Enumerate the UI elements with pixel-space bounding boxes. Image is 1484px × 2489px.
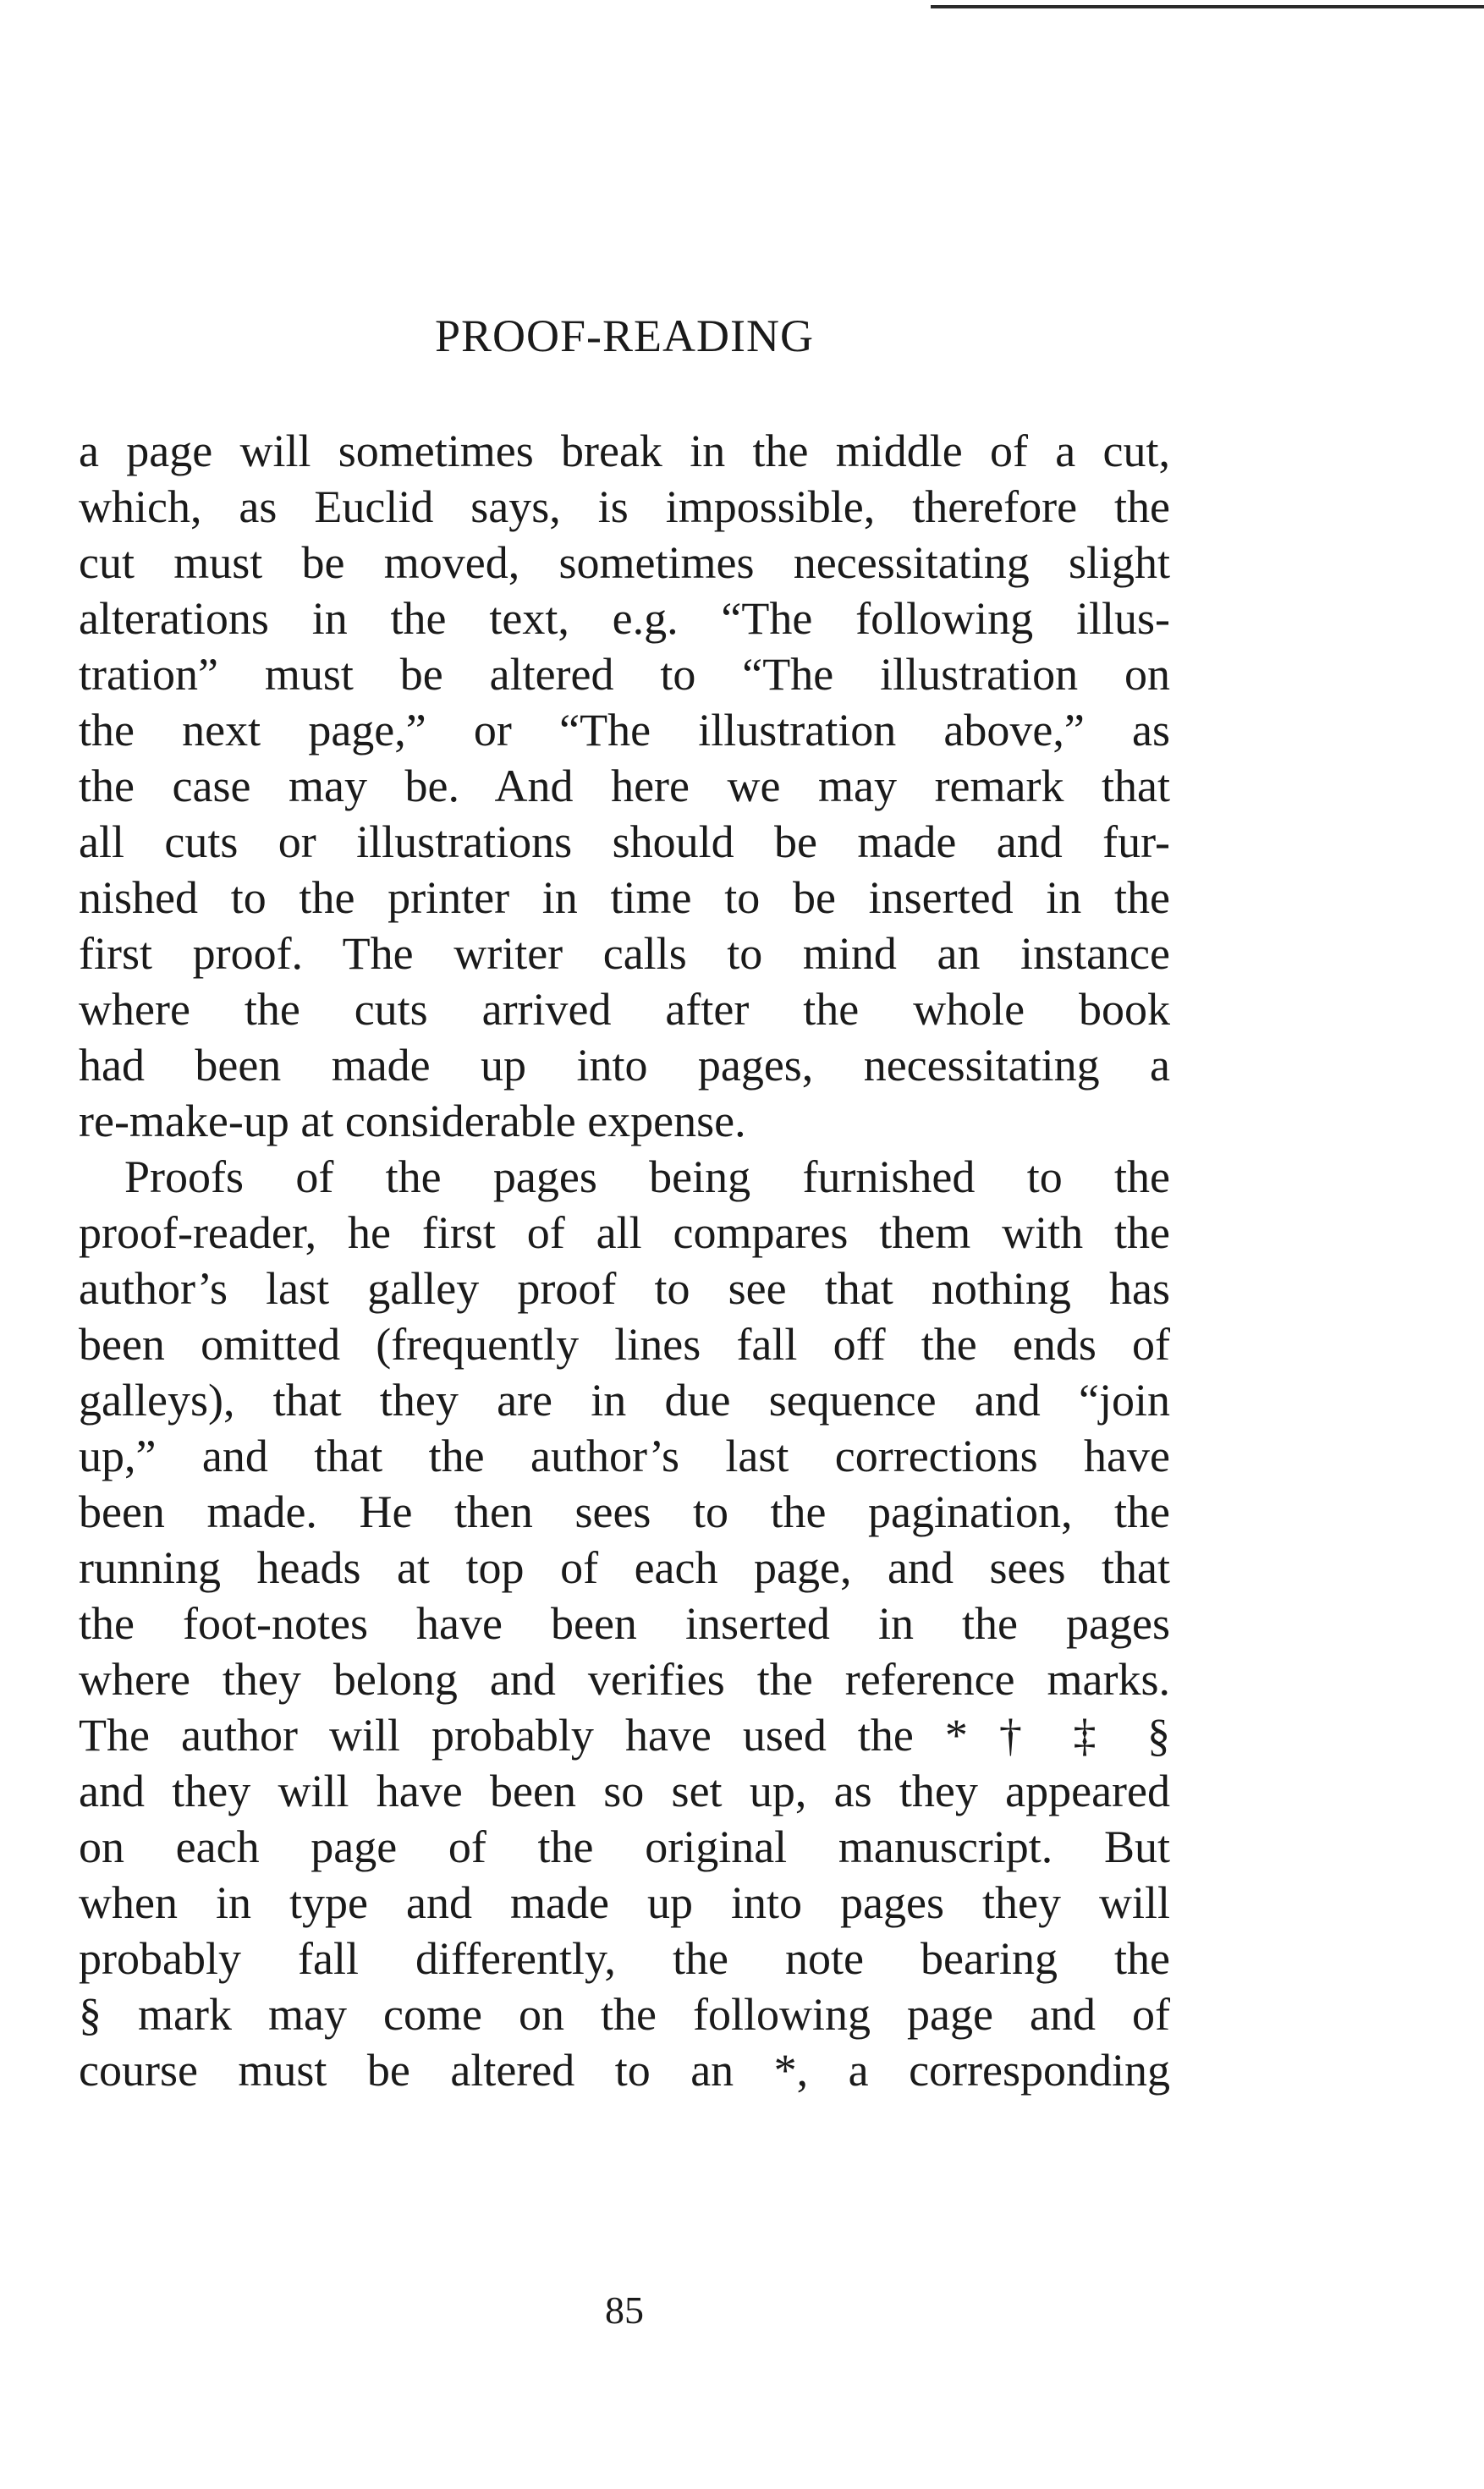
text-line: Proofs of the pages being furnished to the (124, 1151, 1170, 1202)
running-head: PROOF-READING (434, 310, 815, 361)
text-line: course must be altered to an *, a corresponding (79, 2045, 1170, 2096)
text-line: tration” must be altered to “The illustration on (79, 649, 1170, 700)
text-line: all cuts or illustrations should be made and fur- (79, 816, 1170, 867)
text-line: on each page of the original manuscript. But (79, 1821, 1170, 1872)
text-line: nished to the printer in time to be inserted in the (79, 872, 1170, 923)
page-number: 85 (605, 2288, 644, 2332)
text-line: author’s last galley proof to see that nothing has (79, 1263, 1170, 1314)
text-line: galleys), that they are in due sequence and “join (79, 1375, 1170, 1426)
paragraph-2 (79, 1149, 1170, 2098)
text-line: running heads at top of each page, and sees that (79, 1542, 1170, 1593)
text-line: and they will have been so set up, as they appeared (79, 1766, 1170, 1816)
text-line: re-make-up at considerable expense. (79, 1096, 746, 1146)
text-line: up,” and that the author’s last corrections have (79, 1431, 1170, 1481)
text-line: a page will sometimes break in the middle of a cut, (79, 426, 1170, 476)
text-line: had been made up into pages, necessitating a (79, 1040, 1170, 1091)
text-line: § mark may come on the following page and of (79, 1989, 1170, 2040)
text-line: the foot-notes have been inserted in the pages (79, 1598, 1170, 1649)
text-line: the case may be. And here we may remark that (79, 761, 1170, 811)
text-line: the next page,” or “The illustration above,” as (79, 705, 1170, 755)
text-line: which, as Euclid says, is impossible, therefore the (79, 481, 1170, 532)
text-line: The author will probably have used the * † ‡ § (79, 1710, 1170, 1761)
text-line: alterations in the text, e.g. “The following illus- (79, 593, 1170, 644)
text-line: first proof. The writer calls to mind an instance (79, 928, 1170, 979)
text-line: proof-reader, he first of all compares them with the (79, 1207, 1170, 1258)
text-line: where the cuts arrived after the whole book (79, 984, 1170, 1035)
body-text (79, 423, 1170, 2098)
text-line: probably fall differently, the note bearing the (79, 1933, 1170, 1984)
text-line: where they belong and verifies the reference marks. (79, 1654, 1170, 1705)
text-line: been made. He then sees to the pagination, the (79, 1486, 1170, 1537)
text-line: when in type and made up into pages they will (79, 1877, 1170, 1928)
page-edge-rule (931, 5, 1484, 8)
text-line: been omitted (frequently lines fall off the ends of (79, 1319, 1170, 1370)
paragraph-1 (79, 423, 1170, 1149)
text-line: cut must be moved, sometimes necessitating slight (79, 537, 1170, 588)
